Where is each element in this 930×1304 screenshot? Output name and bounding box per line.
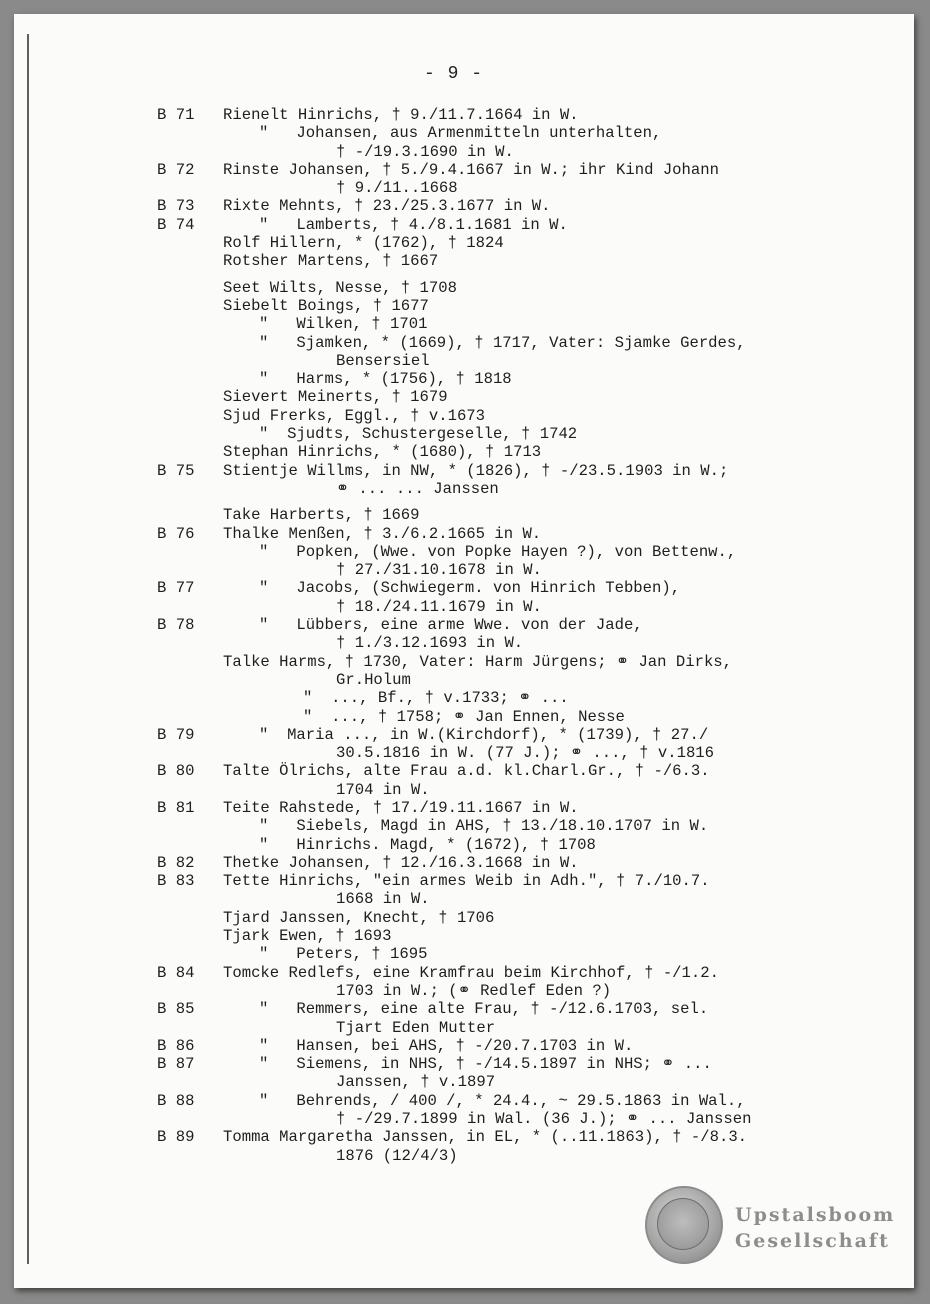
entry-line (14, 836, 914, 854)
entry-text: " ..., Bf., † v.1733; ⚭ ... (303, 689, 569, 708)
entry-text: " Hinrichs. Magd, * (1672), † 1708 (259, 835, 596, 854)
entry-number: B 83 (157, 872, 195, 891)
entry-text: Rinste Johansen, † 5./9.4.1667 in W.; ihr Kind Johann (223, 160, 719, 179)
entry-text: Rixte Mehnts, † 23./25.3.1677 in W. (223, 197, 551, 216)
entry-text: " Remmers, eine alte Frau, † -/12.6.1703, sel. (259, 1000, 709, 1019)
entry-line (14, 744, 914, 762)
entry-text: Tette Hinrichs, "ein armes Weib in Adh.", † 7./10.7. (223, 872, 710, 891)
entry-text: † 1./3.12.1693 in W. (336, 634, 524, 653)
entry-text: Siebelt Boings, † 1677 (223, 296, 429, 315)
entry-text: " Behrends, / 400 /, * 24.4., ~ 29.5.1863 in Wal., (259, 1091, 746, 1110)
entry-text: Seet Wilts, Nesse, † 1708 (223, 278, 457, 297)
entry-number: B 78 (157, 616, 195, 635)
entry-number: B 80 (157, 762, 195, 781)
entry-line (14, 1073, 914, 1091)
entry-text: Tjark Ewen, † 1693 (223, 927, 392, 946)
entry-text: Tomcke Redlefs, eine Kramfrau beim Kirchhof, † -/1.2. (223, 963, 719, 982)
entry-text: " Jacobs, (Schwiegerm. von Hinrich Tebben), (259, 579, 681, 598)
entry-line (14, 762, 914, 780)
entry-text: 1668 in W. (336, 890, 430, 909)
entry-number: B 77 (157, 579, 195, 598)
entry-line (14, 799, 914, 817)
entry-text: Teite Rahstede, † 17./19.11.1667 in W. (223, 798, 579, 817)
entry-line (14, 1128, 914, 1146)
entry-text: " Peters, † 1695 (259, 945, 428, 964)
entry-line (14, 854, 914, 872)
entry-text: Stientje Willms, in NW, * (1826), † -/23.5.1903 in W.; (223, 461, 729, 480)
entry-line (14, 616, 914, 634)
entry-line (14, 872, 914, 890)
document-page (14, 14, 914, 1288)
entry-number: B 85 (157, 1000, 195, 1019)
entry-text: Sievert Meinerts, † 1679 (223, 388, 448, 407)
entry-text: Tomma Margaretha Janssen, in EL, * (..11.1863), † -/8.3. (223, 1128, 748, 1147)
entry-text: " ..., † 1758; ⚭ Jan Ennen, Nesse (303, 707, 625, 726)
logo-line-2: Gesellschaft (735, 1230, 890, 1252)
entry-text: " Wilken, † 1701 (259, 315, 428, 334)
entry-line (14, 927, 914, 945)
entry-text: " Sjamken, * (1669), † 1717, Vater: Sjamke Gerdes, (259, 333, 746, 352)
entry-line (14, 634, 914, 652)
entry-line (14, 315, 914, 333)
entry-number: B 86 (157, 1036, 195, 1055)
entry-text: Stephan Hinrichs, * (1680), † 1713 (223, 443, 542, 462)
entry-line (14, 1147, 914, 1165)
entry-line (14, 817, 914, 835)
entry-text: † -/19.3.1690 in W. (336, 142, 514, 161)
entry-line (14, 143, 914, 161)
entry-number: B 88 (157, 1091, 195, 1110)
entry-line (14, 234, 914, 252)
logo-line-1: Upstalsboom (735, 1204, 896, 1226)
entry-text: ⚭ ... ... Janssen (336, 479, 499, 498)
entry-list (14, 106, 914, 1165)
entry-number: B 76 (157, 524, 195, 543)
entry-text: " Popken, (Wwe. von Popke Hayen ?), von Bettenw., (259, 542, 737, 561)
entry-line (14, 334, 914, 352)
entry-line (14, 197, 914, 215)
entry-line (14, 689, 914, 707)
entry-text: 1704 in W. (336, 780, 430, 799)
entry-line (14, 945, 914, 963)
entry-line (14, 106, 914, 124)
entry-number: B 84 (157, 963, 195, 982)
entry-number: B 75 (157, 461, 195, 480)
entry-text: Gr.Holum (336, 670, 411, 689)
entry-text: Rotsher Martens, † 1667 (223, 252, 439, 271)
entry-line (14, 543, 914, 561)
society-seal-icon (645, 1186, 723, 1264)
entry-number: B 74 (157, 215, 195, 234)
entry-text: Thalke Menßen, † 3./6.2.1665 in W. (223, 524, 542, 543)
entry-line (14, 1092, 914, 1110)
entry-line (14, 179, 914, 197)
entry-line (14, 124, 914, 142)
entry-line (14, 407, 914, 425)
entry-line (14, 964, 914, 982)
entry-text: † 18./24.11.1679 in W. (336, 597, 542, 616)
entry-text: Tjart Eden Mutter (336, 1018, 496, 1037)
entry-text: Bensersiel (336, 351, 430, 370)
page-number: - 9 - (424, 64, 484, 84)
entry-line (14, 279, 914, 297)
entry-line (14, 598, 914, 616)
entry-text: 1876 (12/4/3) (336, 1146, 458, 1165)
entry-line (14, 909, 914, 927)
entry-line (14, 271, 914, 279)
entry-text: " Siebels, Magd in AHS, † 13./18.10.1707 in W. (259, 817, 709, 836)
entry-line (14, 653, 914, 671)
entry-number: B 73 (157, 197, 195, 216)
entry-text: " Maria ..., in W.(Kirchdorf), * (1739), † 27./ (259, 725, 709, 744)
entry-text: Janssen, † v.1897 (336, 1073, 496, 1092)
entry-number: B 89 (157, 1128, 195, 1147)
entry-line (14, 370, 914, 388)
entry-line (14, 579, 914, 597)
entry-text: Take Harberts, † 1669 (223, 506, 420, 525)
entry-line (14, 1055, 914, 1073)
entry-text: 1703 in W.; (⚭ Redlef Eden ?) (336, 981, 612, 1000)
entry-line (14, 498, 914, 506)
entry-line (14, 462, 914, 480)
entry-text: Sjud Frerks, Eggl., † v.1673 (223, 406, 486, 425)
entry-text: † 9./11..1668 (336, 179, 458, 198)
entry-line (14, 388, 914, 406)
entry-number: B 81 (157, 798, 195, 817)
entry-text: " Hansen, bei AHS, † -/20.7.1703 in W. (259, 1036, 634, 1055)
entry-line (14, 890, 914, 908)
entry-text: Tjard Janssen, Knecht, † 1706 (223, 908, 495, 927)
entry-line (14, 671, 914, 689)
entry-text: " Sjudts, Schustergeselle, † 1742 (259, 425, 578, 444)
entry-line (14, 561, 914, 579)
entry-text: Thetke Johansen, † 12./16.3.1668 in W. (223, 853, 579, 872)
entry-text: " Lübbers, eine arme Wwe. von der Jade, (259, 616, 643, 635)
entry-text: Rienelt Hinrichs, † 9./11.7.1664 in W. (223, 106, 579, 124)
entry-line (14, 161, 914, 179)
entry-text: " Siemens, in NHS, † -/14.5.1897 in NHS; ⚭ ... (259, 1055, 712, 1074)
entry-text: " Harms, * (1756), † 1818 (259, 370, 512, 389)
entry-line (14, 982, 914, 1000)
entry-line (14, 1037, 914, 1055)
entry-text: " Lamberts, † 4./8.1.1681 in W. (259, 215, 568, 234)
entry-line (14, 252, 914, 270)
entry-line (14, 480, 914, 498)
entry-line (14, 1019, 914, 1037)
entry-line (14, 1110, 914, 1128)
entry-text: Talke Harms, † 1730, Vater: Harm Jürgens; ⚭ Jan Dirks, (223, 652, 733, 671)
entry-text: † -/29.7.1899 in Wal. (36 J.); ⚭ ... Janssen (336, 1110, 752, 1129)
entry-line (14, 708, 914, 726)
entry-number: B 71 (157, 106, 195, 124)
entry-number: B 72 (157, 160, 195, 179)
entry-line (14, 781, 914, 799)
entry-number: B 79 (157, 725, 195, 744)
entry-number: B 87 (157, 1055, 195, 1074)
entry-text: " Johansen, aus Armenmitteln unterhalten, (259, 124, 662, 143)
entry-line (14, 1000, 914, 1018)
entry-line (14, 443, 914, 461)
entry-line (14, 726, 914, 744)
entry-text: Rolf Hillern, * (1762), † 1824 (223, 234, 504, 253)
entry-line (14, 297, 914, 315)
entry-line (14, 425, 914, 443)
entry-text: † 27./31.10.1678 in W. (336, 561, 542, 580)
entry-line (14, 525, 914, 543)
entry-text: 30.5.1816 in W. (77 J.); ⚭ ..., † v.1816 (336, 744, 715, 763)
entry-line (14, 352, 914, 370)
entry-number: B 82 (157, 853, 195, 872)
entry-line (14, 216, 914, 234)
entry-text: Talte Ölrichs, alte Frau a.d. kl.Charl.Gr., † -/6.3. (223, 762, 710, 781)
entry-line (14, 506, 914, 524)
